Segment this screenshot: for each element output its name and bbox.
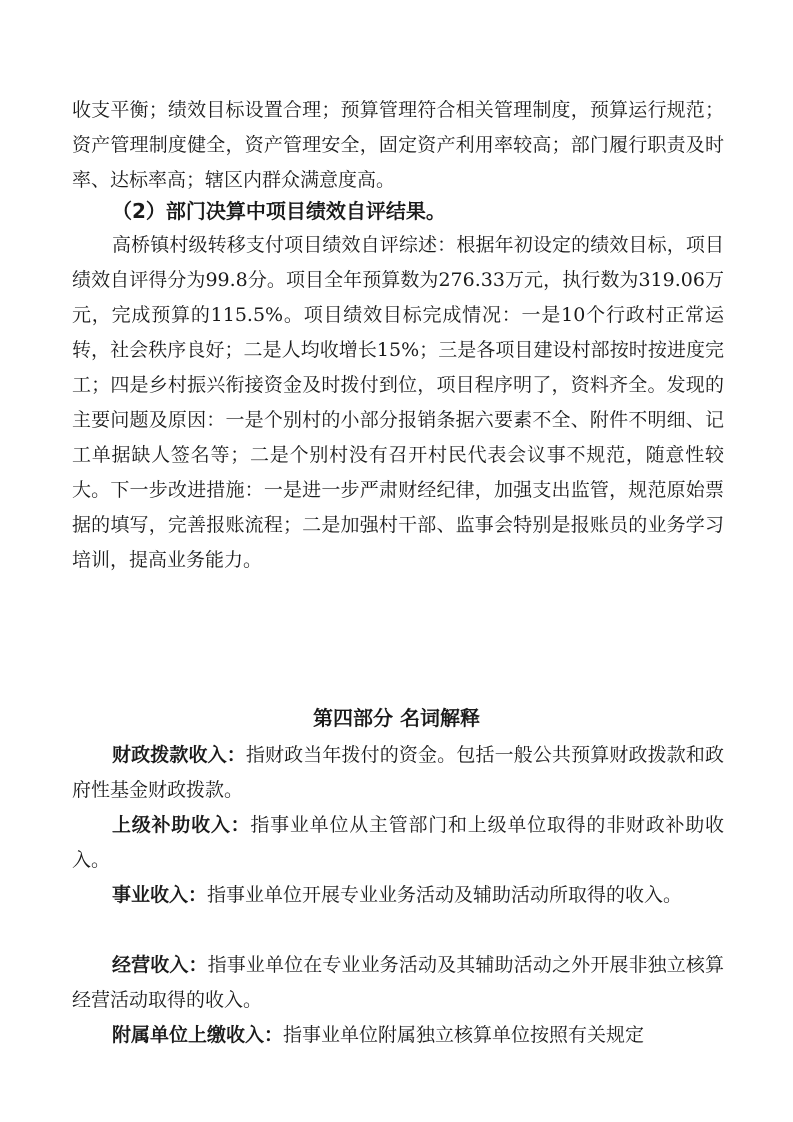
term-text: 指事业单位附属独立核算单位按照有关规定 (283, 1024, 645, 1046)
subheading: （2）部门决算中项目绩效自评结果。 (112, 199, 446, 223)
section-title: 第四部分 名词解释 (313, 706, 480, 730)
term-text: 指财政当年拨付的资金。包括一般公共预算财政拨款和政府性基金财政拨款。 (72, 744, 724, 801)
term-text: 指事业单位从主管部门和上级单位取得的非财政补助收入。 (72, 814, 724, 871)
term-label: 附属单位上缴收入： (112, 1024, 284, 1046)
term-label: 上级补助收入： (112, 814, 251, 836)
term-label: 财政拨款收入： (112, 744, 246, 766)
term-definition (72, 878, 724, 913)
term-definition (72, 948, 724, 1018)
project-paragraph: 高桥镇村级转移支付项目绩效自评综述：根据年初设定的绩效目标，项目绩效自评得分为99.8分。项目全年预算数为276.33万元，执行数为319.06万元，完成预算的115.5%。项目绩效目标完成情况：一是10个行政村正常运转，社会秩序良好；二是人均收增长15%；三是各项目建设村部按时按进度完工；四是乡村振兴衔接资金及时拨付到位，项目程序明了，资料齐全。发现的主要问题及原因：一是个别村的小部分报销条据六要素不全、附件不明细、记工单据缺人签名等；二是个别村没有召开村民代表会议事不规范，随意性较大。下一步改进措施：一是进一步严肃财经纪律，加强支出监管，规范原始票据的填写，完善报账流程；二是加强村干部、监事会特别是报账员的业务学习培训，提高业务能力。 (72, 234, 724, 571)
term-definition (72, 738, 724, 808)
term-definition (72, 808, 724, 878)
intro-paragraph: 收支平衡；绩效目标设置合理；预算管理符合相关管理制度，预算运行规范；资产管理制度健全，资产管理安全，固定资产利用率较高；部门履行职责及时率、达标率高；辖区内群众满意度高。 (72, 99, 724, 191)
term-label: 经营收入： (112, 954, 208, 976)
term-text: 指事业单位开展专业业务活动及辅助活动所取得的收入。 (207, 884, 683, 906)
term-text: 指事业单位在专业业务活动及其辅助活动之外开展非独立核算经营活动取得的收入。 (72, 954, 724, 1011)
term-definition (72, 1018, 724, 1053)
term-label: 事业收入： (112, 884, 208, 906)
